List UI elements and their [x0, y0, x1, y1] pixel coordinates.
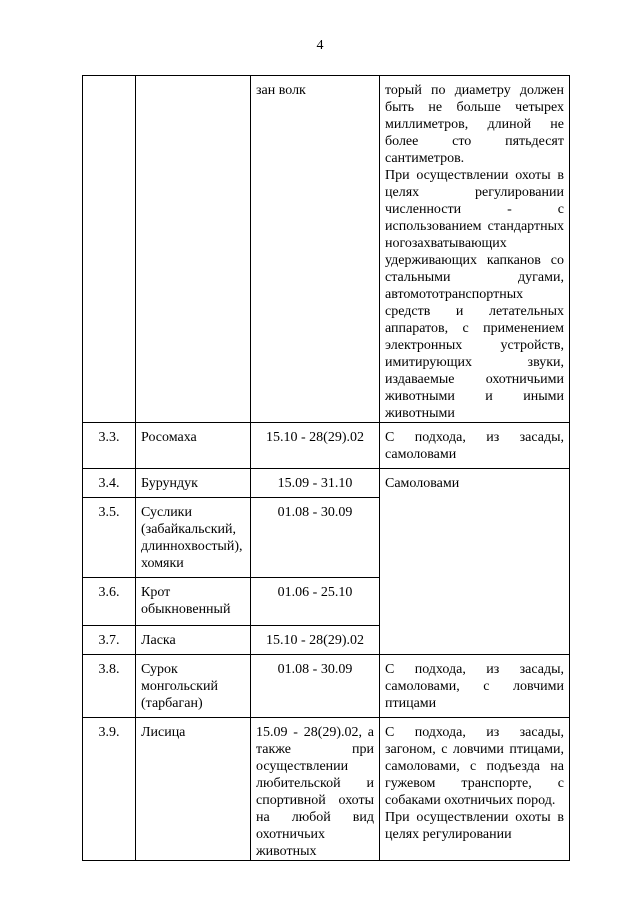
period-cell: 01.06 - 25.10: [251, 578, 380, 626]
species-cell: Крот обыкновенный: [136, 578, 251, 626]
row-number: 3.6.: [83, 578, 136, 626]
period-cell: 15.10 - 28(29).02: [251, 423, 380, 469]
method-cell: С подхода, из засады, самоловами: [380, 423, 570, 469]
row-number: 3.9.: [83, 718, 136, 861]
species-cell: Ласка: [136, 626, 251, 655]
period-cell: 15.09 - 31.10: [251, 469, 380, 498]
table-row: [83, 718, 570, 861]
row-number: 3.8.: [83, 655, 136, 718]
method-cell: торый по диаметру должен быть не больше четырех миллиметров, длиной не более сто пятьдесят сантиметров. При осуществлении охоты в целях регулировании численности - с использованием стандартных ногозахватывающих удерживающих капканов со стальными дугами, автомототранспортных средств и летательных аппаратов, с применением электронных устройств, имитирующих звуки, издаваемые охотничьими животными и иными животными: [380, 76, 570, 423]
page-number: 4: [316, 38, 324, 53]
row-number: 3.5.: [83, 498, 136, 578]
period-cell: зан волк: [251, 76, 380, 423]
period-cell: 01.08 - 30.09: [251, 498, 380, 578]
period-cell: 01.08 - 30.09: [251, 655, 380, 718]
row-number: [83, 76, 136, 423]
hunting-regulations-table: [82, 75, 570, 861]
table-row: [83, 469, 570, 498]
method-cell: С подхода, из засады, самоловами, с ловчими птицами: [380, 655, 570, 718]
species-cell: Сурок монгольский (тарбаган): [136, 655, 251, 718]
species-cell: Суслики (забайкальский, длиннохвостый), хомяки: [136, 498, 251, 578]
table-row: [83, 76, 570, 423]
period-cell: 15.10 - 28(29).02: [251, 626, 380, 655]
table-row: [83, 423, 570, 469]
row-number: 3.3.: [83, 423, 136, 469]
species-cell: Лисица: [136, 718, 251, 861]
species-cell: Росомаха: [136, 423, 251, 469]
method-cell: С подхода, из засады, загоном, с ловчими птицами, самоловами, с подъезда на гужевом транспорте, с собаками охотничьих пород. При осуществлении охоты в целях регулировании: [380, 718, 570, 861]
period-cell: 15.09 - 28(29).02, а также при осуществлении любительской и спортивной охоты на любой вид охотничьих животных: [251, 718, 380, 861]
species-cell: Бурундук: [136, 469, 251, 498]
row-number: 3.7.: [83, 626, 136, 655]
table-row: [83, 655, 570, 718]
row-number: 3.4.: [83, 469, 136, 498]
species-cell: [136, 76, 251, 423]
method-cell: Самоловами: [380, 469, 570, 655]
